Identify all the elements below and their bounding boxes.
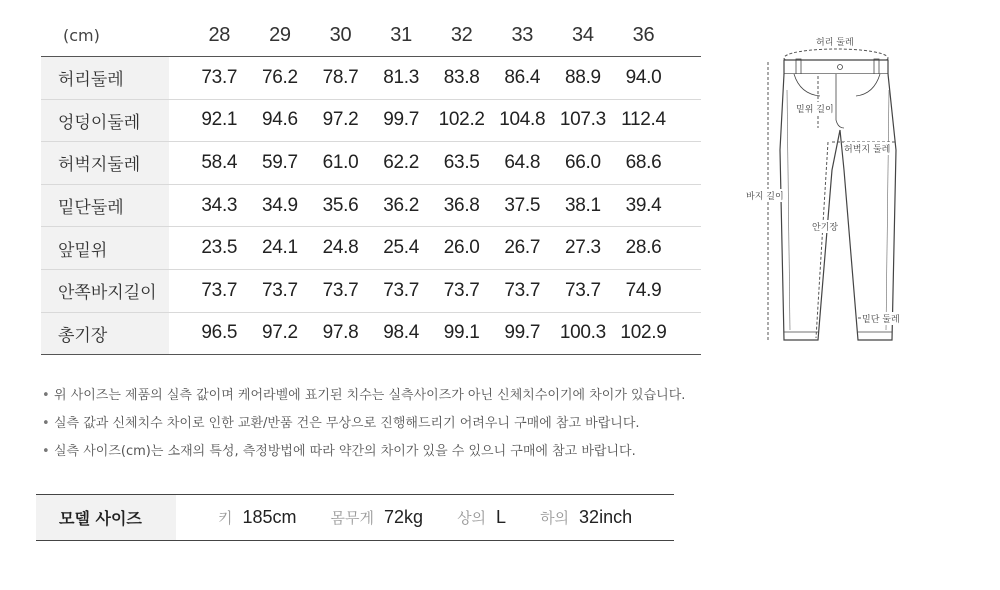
table-row-waist xyxy=(41,57,701,100)
table-row-total-length xyxy=(41,313,701,356)
table-row-thigh xyxy=(41,142,701,185)
model-height-value: 185cm xyxy=(242,507,297,527)
model-weight-key: 몸무게 xyxy=(330,509,375,527)
table-cell: 58.4 xyxy=(201,151,238,173)
table-cell: 94.6 xyxy=(262,109,298,131)
table-cell: 104.8 xyxy=(499,109,546,131)
table-cell: 73.7 xyxy=(504,279,541,301)
table-row-hem xyxy=(41,185,701,228)
table-cell: 39.4 xyxy=(625,194,662,216)
size-header-29: 29 xyxy=(269,23,291,46)
model-bottom-value: 32inch xyxy=(579,507,633,527)
size-header-row xyxy=(41,14,701,57)
hem-label: 밑단 둘레 xyxy=(862,312,900,325)
table-cell: 112.4 xyxy=(621,109,666,131)
table-cell: 73.7 xyxy=(262,279,298,301)
table-cell: 26.7 xyxy=(504,237,541,259)
size-header-31: 31 xyxy=(390,23,412,46)
table-cell: 100.3 xyxy=(559,322,606,344)
size-header-32: 32 xyxy=(450,23,473,46)
table-cell: 66.0 xyxy=(564,151,601,173)
table-cell: 64.8 xyxy=(504,151,541,173)
table-cell: 99.7 xyxy=(504,322,541,344)
table-cell: 97.2 xyxy=(262,322,298,344)
model-top-key: 상의 xyxy=(457,509,487,527)
row-label: 밑단둘레 xyxy=(41,185,169,227)
length-label: 바지 길이 xyxy=(746,189,784,202)
inseam-label: 안기장 xyxy=(812,220,838,233)
row-label: 총기장 xyxy=(41,313,169,355)
table-cell: 78.7 xyxy=(322,66,359,88)
table-cell: 73.7 xyxy=(443,279,480,301)
table-cell: 102.9 xyxy=(620,322,667,344)
size-header-30: 30 xyxy=(329,23,352,46)
row-label: 허벅지둘레 xyxy=(41,142,169,184)
rise-label: 밑위 길이 xyxy=(796,102,834,115)
table-cell: 62.2 xyxy=(383,151,419,173)
note-item xyxy=(42,414,742,442)
table-cell: 36.2 xyxy=(383,194,419,216)
table-cell: 73.7 xyxy=(383,279,419,301)
table-cell: 83.8 xyxy=(443,66,480,88)
table-cell: 88.9 xyxy=(564,66,601,88)
model-bottom-key: 하의 xyxy=(540,509,570,527)
table-cell: 73.7 xyxy=(322,279,359,301)
note-text: 실측 값과 신체치수 차이로 인한 교환/반품 건은 무상으로 진행해드리기 어려우니 구매에 참고 바랍니다. xyxy=(54,416,640,431)
table-cell: 34.3 xyxy=(201,194,238,216)
table-cell: 24.1 xyxy=(262,237,298,259)
row-label: 허리둘레 xyxy=(41,57,169,99)
model-weight-value: 72kg xyxy=(384,507,424,527)
table-cell: 63.5 xyxy=(443,151,480,173)
table-cell: 97.2 xyxy=(322,109,359,131)
table-cell: 76.2 xyxy=(262,66,298,88)
table-row-inseam xyxy=(41,270,701,313)
note-text: 실측 사이즈(cm)는 소재의 특성, 측정방법에 따라 약간의 차이가 있을 수 있으니 구매에 참고 바랍니다. xyxy=(54,444,636,459)
table-cell: 23.5 xyxy=(201,237,238,259)
size-header-33: 33 xyxy=(511,23,534,46)
table-cell: 36.8 xyxy=(443,194,480,216)
table-cell: 73.7 xyxy=(201,66,238,88)
table-cell: 81.3 xyxy=(383,66,419,88)
table-cell: 61.0 xyxy=(322,151,359,173)
row-label: 안쪽바지길이 xyxy=(41,270,169,312)
table-cell: 68.6 xyxy=(625,151,662,173)
model-height-key: 키 xyxy=(218,509,233,527)
table-cell: 37.5 xyxy=(504,194,541,216)
table-cell: 38.1 xyxy=(564,194,601,216)
bullet-icon: • xyxy=(42,416,50,431)
table-cell: 35.6 xyxy=(322,194,359,216)
waist-label: 허리 둘레 xyxy=(816,35,854,48)
table-row-hip xyxy=(41,100,701,143)
table-cell: 98.4 xyxy=(383,322,419,344)
model-size-table xyxy=(36,494,674,541)
row-label: 앞밑위 xyxy=(41,227,169,269)
note-item xyxy=(42,442,742,470)
size-header-34: 34 xyxy=(572,23,594,46)
thigh-label: 허벅지 둘레 xyxy=(844,142,890,155)
note-item xyxy=(42,386,742,414)
bullet-icon: • xyxy=(42,444,50,459)
table-cell: 28.6 xyxy=(625,237,662,259)
bullet-icon: • xyxy=(42,388,50,403)
size-notes xyxy=(42,386,742,470)
size-header-28: 28 xyxy=(208,23,231,46)
table-cell: 73.7 xyxy=(201,279,238,301)
size-table xyxy=(41,14,701,355)
table-cell: 73.7 xyxy=(564,279,601,301)
model-size-title: 모델 사이즈 xyxy=(36,495,176,540)
pants-measurement-diagram xyxy=(740,30,910,350)
model-top-value: L xyxy=(496,507,507,527)
table-cell: 97.8 xyxy=(322,322,359,344)
table-cell: 26.0 xyxy=(443,237,480,259)
table-row-front-rise xyxy=(41,227,701,270)
table-cell: 99.1 xyxy=(443,322,480,344)
table-cell: 102.2 xyxy=(438,109,485,131)
size-header-36: 36 xyxy=(632,23,655,46)
table-cell: 27.3 xyxy=(564,237,601,259)
table-cell: 99.7 xyxy=(383,109,419,131)
table-cell: 96.5 xyxy=(201,322,238,344)
table-cell: 24.8 xyxy=(322,237,359,259)
unit-label: (cm) xyxy=(63,25,100,45)
table-cell: 92.1 xyxy=(201,109,238,131)
table-cell: 59.7 xyxy=(262,151,298,173)
table-cell: 74.9 xyxy=(625,279,662,301)
row-label: 엉덩이둘레 xyxy=(41,100,169,142)
table-cell: 25.4 xyxy=(383,237,419,259)
table-cell: 34.9 xyxy=(262,194,298,216)
table-cell: 86.4 xyxy=(504,66,541,88)
table-cell: 94.0 xyxy=(625,66,662,88)
table-cell: 107.3 xyxy=(559,109,606,131)
note-text: 위 사이즈는 제품의 실측 값이며 케어라벨에 표기된 치수는 실측사이즈가 아닌 신체치수이기에 차이가 있습니다. xyxy=(54,388,686,403)
